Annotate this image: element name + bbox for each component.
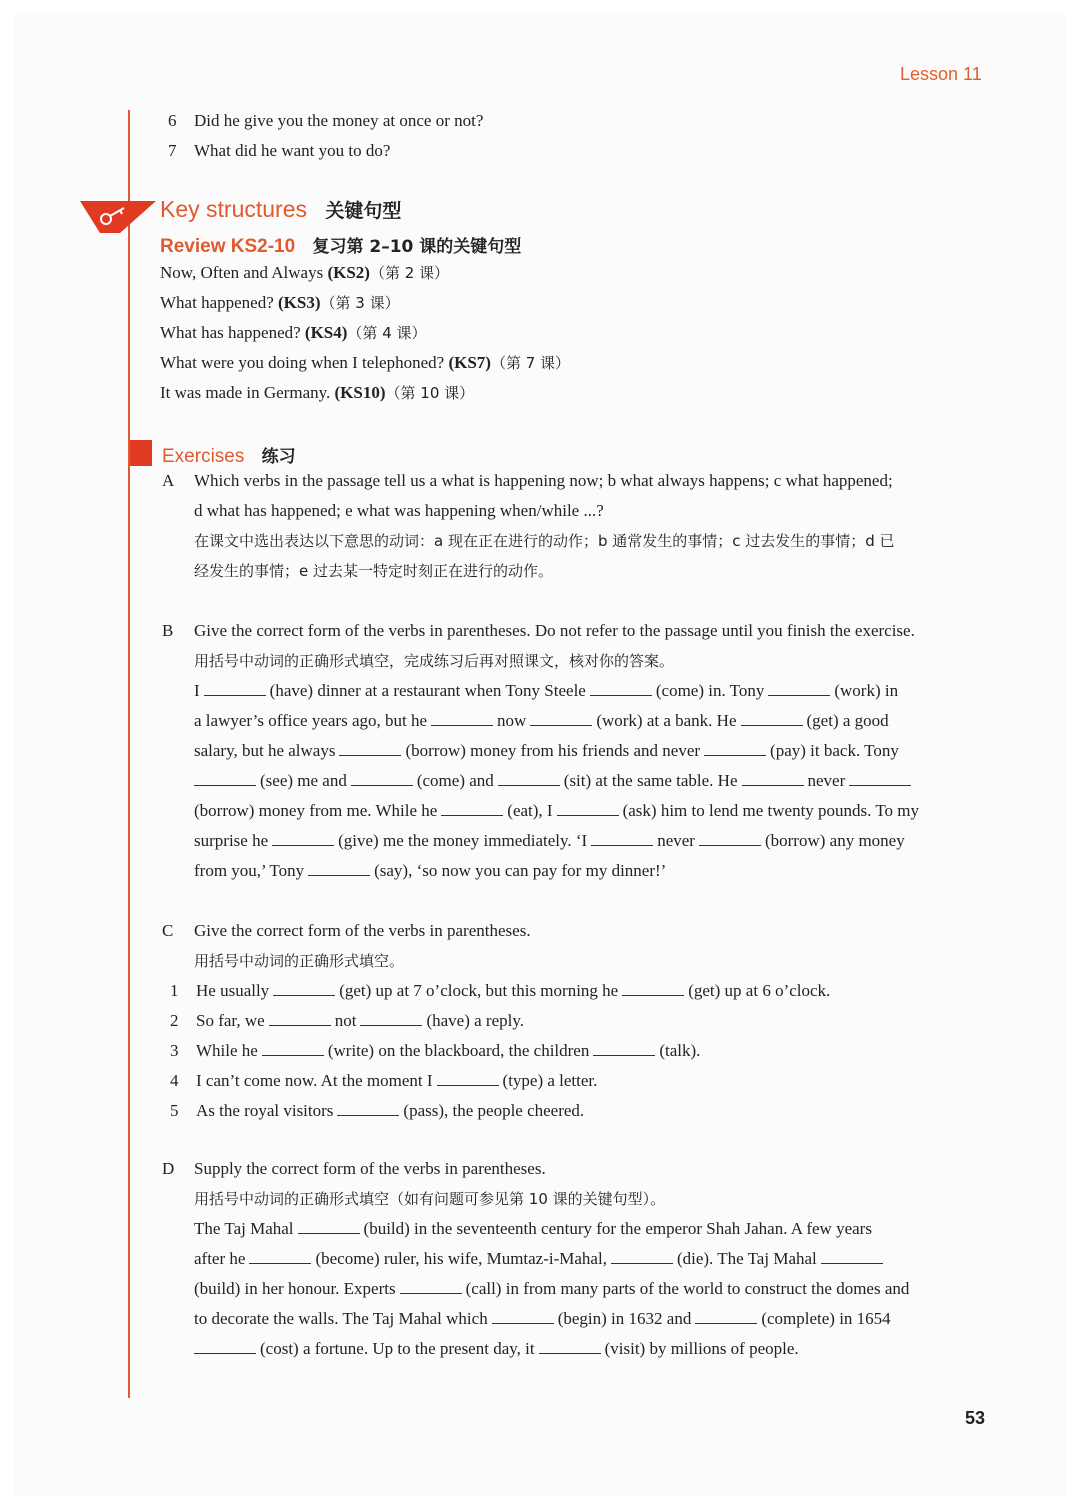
blank <box>262 1041 324 1056</box>
key-icon <box>80 195 160 235</box>
blank <box>269 1011 331 1026</box>
exercise-b-text-line: a lawyer’s office years ago, but he now (work) at a bank. He (get) a good <box>194 711 889 730</box>
blank <box>298 1219 360 1234</box>
exercise-d-text-line: (build) in her honour. Experts (call) in from many parts of the world to construct the domes and <box>194 1279 910 1298</box>
review-heading: Review KS2-10 复习第 2–10 课的关键句型 <box>160 236 522 257</box>
blank <box>249 1249 311 1264</box>
exercise-c-instruction: Give the correct form of the verbs in parentheses. <box>194 921 531 940</box>
exercise-d-label: D <box>162 1159 175 1178</box>
blank <box>590 681 652 696</box>
page-number: 53 <box>965 1408 986 1428</box>
blank <box>539 1339 601 1354</box>
exercise-b-instruction: Give the correct form of the verbs in parentheses. Do not refer to the passage until you finish the exercise. <box>194 621 915 640</box>
exercise-c-item: 5 As the royal visitors (pass), the people cheered. <box>170 1101 585 1120</box>
blank <box>339 741 401 756</box>
blank <box>741 711 803 726</box>
blank <box>492 1309 554 1324</box>
exercise-b-text-line: from you,’ Tony (say), ‘so now you can pay for my dinner!’ <box>194 861 667 880</box>
exercise-b-text-line: I (have) dinner at a restaurant when Tony Steele (come) in. Tony (work) in <box>194 681 899 700</box>
exercise-c-instruction-cn: 用括号中动词的正确形式填空。 <box>194 952 405 970</box>
blank <box>400 1279 462 1294</box>
ks-item: What happened? (KS3)（第 3 课） <box>160 293 400 312</box>
exercise-c-label: C <box>162 921 174 940</box>
key-structures-heading: Key structures 关键句型 <box>160 196 402 222</box>
exercise-d-instruction-cn: 用括号中动词的正确形式填空（如有问题可参见第 10 课的关键句型）。 <box>194 1190 666 1208</box>
exercise-d-text-line: after he (become) ruler, his wife, Mumtaz-i-Mahal, (die). The Taj Mahal <box>194 1248 887 1270</box>
blank <box>849 771 911 786</box>
blank <box>622 981 684 996</box>
exercise-c-item: 1 He usually (get) up at 7 o’clock, but this morning he (get) up at 6 o’clock. <box>170 981 831 1000</box>
exercise-b-instruction-cn: 用括号中动词的正确形式填空，完成练习后再对照课文，核对你的答案。 <box>194 652 675 670</box>
exercises-heading: Exercises 练习 <box>162 446 296 467</box>
exercise-b-text-line: salary, but he always (borrow) money from his friends and never (pay) it back. Tony <box>194 741 899 760</box>
blank <box>194 771 256 786</box>
blank <box>695 1309 757 1324</box>
blank <box>821 1249 883 1264</box>
ks-item: Now, Often and Always (KS2)（第 2 课） <box>160 263 450 282</box>
exercise-a-cn1: 在课文中选出表达以下意思的动词：a 现在正在进行的动作；b 通常发生的事情；c 过去发生的事情；d 已 <box>194 532 895 550</box>
blank <box>699 831 761 846</box>
blank <box>194 1339 256 1354</box>
blank <box>437 1071 499 1086</box>
blank <box>204 681 266 696</box>
exercise-d-text-line: The Taj Mahal (build) in the seventeenth century for the emperor Shah Jahan. A few years <box>194 1219 872 1238</box>
blank <box>611 1249 673 1264</box>
ks-item: What were you doing when I telephoned? (KS7)（第 7 课） <box>160 353 571 372</box>
blank <box>704 741 766 756</box>
exercise-b-text-line: (see) me and (come) and (sit) at the same table. He never <box>194 770 915 792</box>
exercise-a-cn2: 经发生的事情；e 过去某一特定时刻正在进行的动作。 <box>194 562 553 580</box>
blank <box>272 831 334 846</box>
exercise-a-label: A <box>162 471 175 490</box>
blank <box>441 801 503 816</box>
exercise-c-item: 3 While he (write) on the blackboard, the children (talk). <box>170 1041 701 1060</box>
exercise-c-item: 2 So far, we not (have) a reply. <box>170 1011 524 1030</box>
exercise-b-text-line: surprise he (give) me the money immediately. ‘I never (borrow) any money <box>194 831 905 850</box>
exercise-b-text-line: (borrow) money from me. While he (eat), I (ask) him to lend me twenty pounds. To my <box>194 801 920 820</box>
blank <box>557 801 619 816</box>
exercises-marker <box>130 440 152 466</box>
blank <box>593 1041 655 1056</box>
exercise-d-text-line: to decorate the walls. The Taj Mahal which (begin) in 1632 and (complete) in 1654 <box>194 1309 891 1328</box>
blank <box>273 981 335 996</box>
blank <box>742 771 804 786</box>
blank <box>498 771 560 786</box>
blank <box>530 711 592 726</box>
blank <box>308 861 370 876</box>
blank <box>768 681 830 696</box>
question-6: 6 Did he give you the money at once or not? <box>168 111 484 130</box>
blank <box>431 711 493 726</box>
blank <box>337 1101 399 1116</box>
exercise-a-line2: d what has happened; e what was happening when/while ...? <box>194 501 604 520</box>
blank <box>360 1011 422 1026</box>
exercise-c-item: 4 I can’t come now. At the moment I (type) a letter. <box>170 1071 598 1090</box>
question-7: 7 What did he want you to do? <box>168 141 391 160</box>
exercise-a-line1: Which verbs in the passage tell us a what is happening now; b what always happens; c what happened; <box>194 471 893 490</box>
blank <box>351 771 413 786</box>
exercise-d-instruction: Supply the correct form of the verbs in parentheses. <box>194 1159 546 1178</box>
margin-rule <box>128 110 130 1398</box>
ks-item: It was made in Germany. (KS10)（第 10 课） <box>160 383 475 402</box>
lesson-label: Lesson 11 <box>900 64 982 84</box>
blank <box>591 831 653 846</box>
ks-item: What has happened? (KS4)（第 4 课） <box>160 323 427 342</box>
exercise-b-label: B <box>162 621 174 640</box>
exercise-d-text-line: (cost) a fortune. Up to the present day, it (visit) by millions of people. <box>194 1338 799 1360</box>
